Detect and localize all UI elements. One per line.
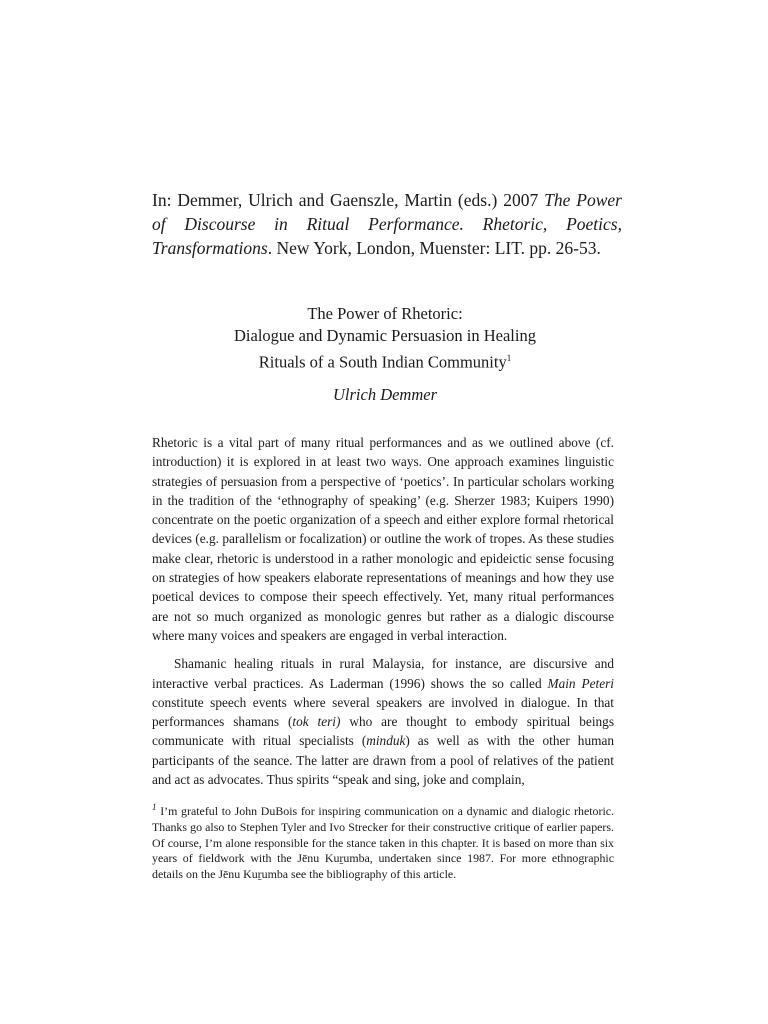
paragraph-2-part-1: Shamanic healing rituals in rural Malaysia, for instance, are discursive and interactive verbal practices. As Laderman (1996) shows the so called (152, 656, 614, 691)
term-tok-teri: tok teri) (292, 714, 341, 730)
author: Ulrich Demmer (332, 385, 438, 404)
citation (152, 188, 622, 260)
footnote-mark: 1 (152, 802, 157, 812)
title-line-3 (150, 347, 620, 374)
title-line-3-text: Rituals of a South Indian Community (258, 352, 507, 372)
term-minduk: minduk (366, 733, 406, 749)
chapter-title (150, 303, 620, 374)
footnote (152, 800, 614, 883)
term-main-peteri: Main Peteri (547, 675, 614, 691)
paragraph-2-part-2: constitute speech events where several speakers are involved in dialogue. In that performances shamans ( (152, 694, 614, 730)
citation-publisher: . New York, London, Muenster: LIT. pp. 26-53. (267, 238, 601, 258)
body-text (152, 433, 614, 789)
footnote-text: I’m grateful to John DuBois for inspiring communication on a dynamic and dialogic rhetoric. Thanks go also to Stephen Tyler and Ivo Strecker for their constructive critique of earlier papers. Of course, I’m alone responsible for the stance taken in this chapter. It is based on more than six years of fieldwork with the Jēnu Kuṟumba, undertaken since 1987. For more ethnographic details on the Jēnu Kuṟumba see the bibliography of this article. (152, 803, 614, 882)
title-line-2: Dialogue and Dynamic Persuasion in Healing (234, 326, 536, 345)
paragraph-2-part-3: who are thought to embody spiritual beings communicate with ritual specialists ( (152, 714, 614, 749)
paragraph-1: Rhetoric is a vital part of many ritual performances and as we outlined above (cf. introduction) it is explored in at least two ways. One approach examines linguistic strategies of persuasion from a perspective of ‘poetics’. In particular scholars working in the tradition of the ‘ethnography of speaking’ (e.g. Sherzer 1983; Kuipers 1990) concentrate on the poetic organization of a speech and either explore formal rhetorical devices (e.g. parallelism or focalization) or outline the work of tropes. As these studies make clear, rhetoric is understood in a rather monologic and epideictic sense focusing on strategies of how speakers elaborate representations of meanings and how they use poetical devices to compose their speech effectively. Yet, many ritual performances are not so much organized as monologic genres but rather as a dialogic discourse where many voices and speakers are engaged in verbal interaction. (152, 435, 614, 643)
paragraph-2-part-4: ) as well as with the other human participants of the seance. The latter are drawn from a pool of relatives of the patient and act as advocates. Thus spirits “speak and sing, joke and complain, (152, 733, 614, 788)
title-footnote-mark: 1 (506, 353, 512, 363)
paragraph-2 (152, 654, 614, 789)
citation-book-title: The Power of Discourse in Ritual Performance. Rhetoric, Poetics, Transformations (152, 190, 622, 258)
citation-prefix: In: Demmer, Ulrich and Gaenszle, Martin (eds.) 2007 (152, 190, 545, 210)
title-line-1: The Power of Rhetoric: (307, 304, 463, 323)
